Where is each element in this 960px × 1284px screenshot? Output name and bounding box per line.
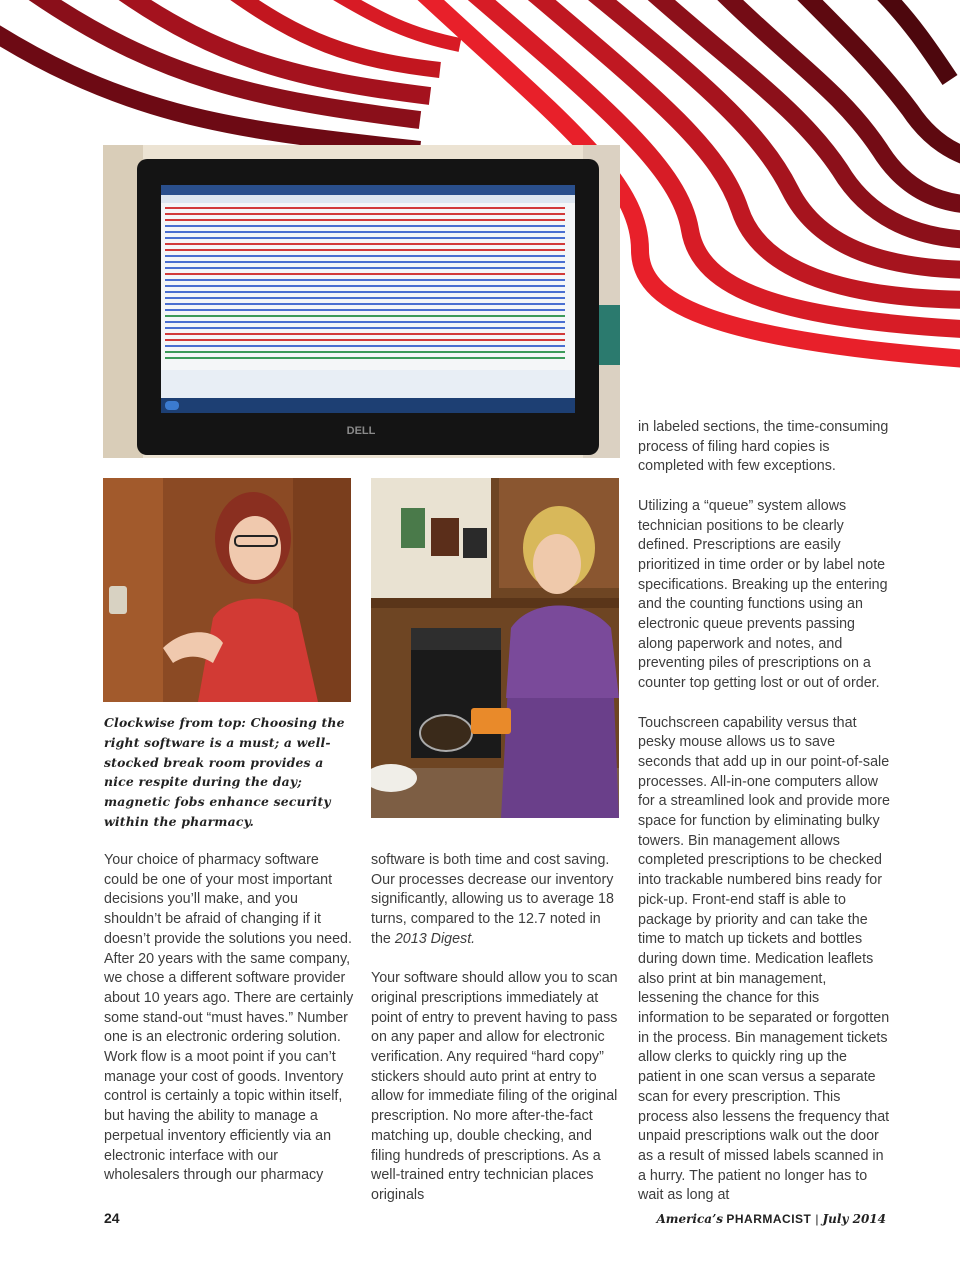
magazine-name-italic: America’s bbox=[656, 1212, 724, 1226]
monitor-brand-logo: DELL bbox=[346, 425, 376, 437]
paragraph: Your software should allow you to scan original prescriptions immediately at point of entry to prevent having to pass on any paper and allow for electronic verification. Any required “hard copy” stickers should auto print at entry to allow for immediate filing of the original prescription. No more after-the-fact matching up, double checking, and filing hundreds of prescriptions. As a well-trained entry technician places originals bbox=[371, 970, 618, 1203]
publication-title: 2013 Digest. bbox=[394, 930, 476, 947]
photo-break-room bbox=[371, 478, 619, 818]
body-column-left bbox=[104, 851, 356, 1206]
body-column-middle bbox=[371, 851, 623, 1225]
stripe bbox=[880, 0, 950, 80]
footer-separator: | bbox=[815, 1212, 819, 1226]
paragraph: Touchscreen capability versus that pesky mouse allows us to save seconds that add up in our point-of-sale processes. All-in-one computers allow for a streamlined look and provide more space for function by eliminating bulky towers. Bin management allows completed prescriptions to be checked into trackable numbered bins ready for pick-up. Front-end staff is able to package by priority and can take the time to match up tickets and bottles during down time. Medication leaflets also print at bin management, lessening the chance for this information to be separated or forgotten in the process. Bin management tickets allow clerks to quickly ring up the patient in one scan versus a separate scan for every prescription. This process also lessens the frequency that unpaid prescriptions walk out the door as a result of missed labels scanned in a hurry. The patient no longer has to wait as long at bbox=[638, 714, 890, 1204]
magazine-name-caps: PHARMACIST bbox=[726, 1212, 812, 1226]
paragraph-text: software is both time and cost saving. Our processes decrease our inventory significantly, allowing us to average 18 turns, compared to the 12.7 noted in the bbox=[371, 852, 614, 947]
photo-caption: Clockwise from top: Choosing the right software is a must; a well-stocked break room provides a nice respite during the day; magnetic fobs enhance security within the pharmacy. bbox=[104, 715, 345, 829]
body-column-right bbox=[638, 418, 890, 1226]
page-number: 24 bbox=[104, 1210, 120, 1226]
issue-date: July 2014 bbox=[822, 1212, 886, 1226]
photo-pharmacy-software-monitor bbox=[103, 145, 620, 458]
paragraph bbox=[371, 851, 623, 950]
paragraph: Utilizing a “queue” system allows technician positions to be clearly defined. Prescriptions are easily prioritized in time order or by label note specifications. Breaking up the entering and the counting functions using an electronic queue prevents passing along paperwork and notes, and preventing piles of prescriptions on a counter top getting lost or out of order. bbox=[638, 497, 888, 692]
magazine-footer bbox=[656, 1212, 886, 1226]
paragraph: in labeled sections, the time-consuming process of filing hard copies is completed with few exceptions. bbox=[638, 419, 889, 475]
paragraph: Your choice of pharmacy software could be one of your most important decisions you’ll make, and you shouldn’t be afraid of changing if it doesn’t provide the solutions you need. After 20 years with the same company, we chose a different software provider about 10 years ago. There are certainly some stand-out “must haves.” Number one is an electronic ordering solution. Work flow is a moot point if you can’t manage your cost of goods. Inventory control is certainly a topic within itself, but having the ability to manage a perpetual inventory efficiently via an electronic interface with our wholesalers through our pharmacy bbox=[104, 852, 354, 1184]
photo-magnetic-fob bbox=[103, 478, 351, 702]
